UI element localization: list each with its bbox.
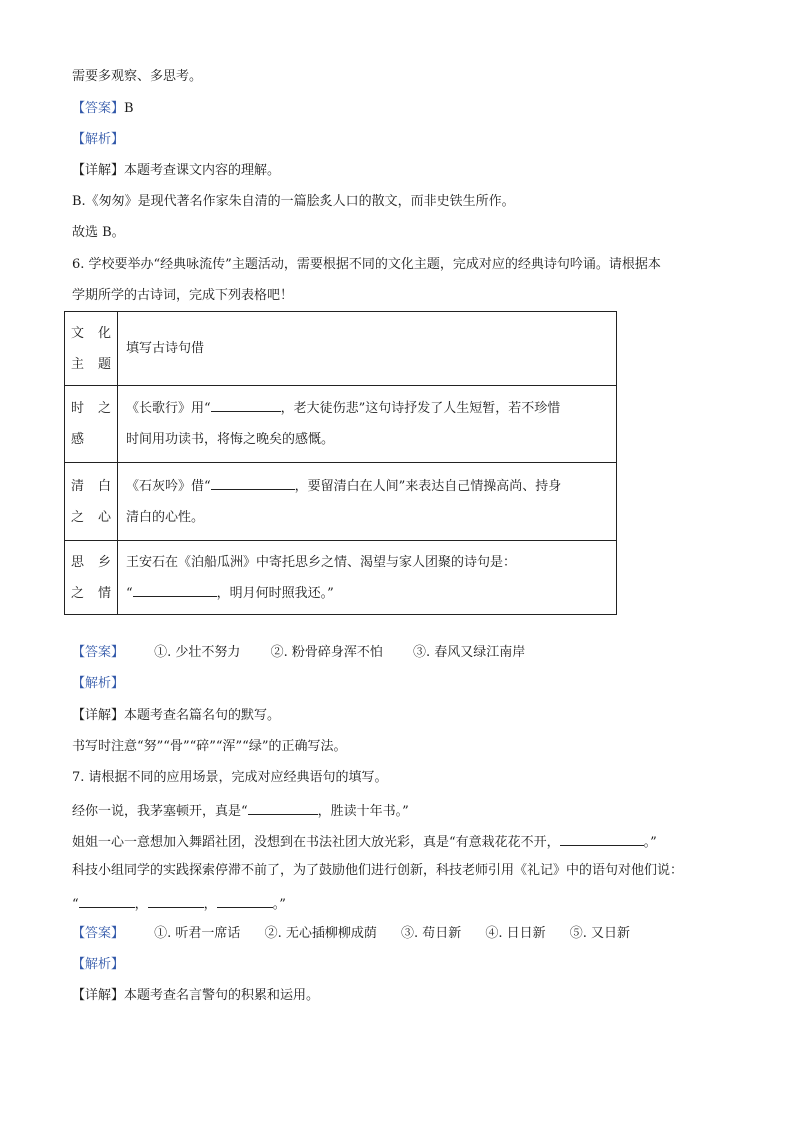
q5-detail — [72, 162, 280, 180]
content-cell: 王安石在《泊船瓜洲》中寄托思乡之情、渴望与家人团聚的诗句是： “ ，明月何时照我还。” — [118, 541, 617, 615]
fill-blank[interactable] — [217, 893, 273, 908]
table-row — [65, 463, 617, 541]
detail-tag: 【详解】 — [72, 163, 125, 178]
fill-blank[interactable] — [211, 397, 281, 412]
answer-item: ⑤. 又日新 — [569, 926, 631, 941]
answer-item: ②. 无心插柳柳成荫 — [264, 926, 377, 941]
answer-item: ②. 粉骨碎身浑不怕 — [270, 645, 383, 660]
content-cell: 填写古诗句借 — [118, 312, 617, 386]
table-header-row — [65, 312, 617, 386]
fill-blank[interactable] — [148, 893, 204, 908]
fill-blank[interactable] — [79, 893, 135, 908]
q6-stem-line2: 学期所学的古诗词，完成下列表格吧！ — [72, 288, 294, 303]
content-cell: 《长歌行》用“ ，老大徒伤悲”这句诗抒发了人生短暂，若不珍惜 时间用功读书，将悔之晚矣的感慨。 — [118, 386, 617, 463]
fill-blank[interactable] — [560, 831, 644, 846]
q7-stem: 7. 请根据不同的应用场景，完成对应经典语句的填写。 — [72, 770, 388, 785]
q5-detail-line3: 故选 B。 — [72, 225, 125, 240]
table-row — [65, 386, 617, 463]
poem-table — [64, 311, 617, 615]
q7-detail — [72, 987, 319, 1005]
answer-item: ④. 日日新 — [485, 926, 546, 941]
q5-analysis-tag: 【解析】 — [72, 132, 125, 147]
theme-cell: 文 化 主题 — [65, 312, 118, 386]
detail-tag: 【详解】 — [72, 708, 125, 723]
answer-tag: 【答案】 — [72, 645, 125, 660]
fill-blank[interactable] — [248, 800, 318, 815]
q7-sentence-2: 姐姐一心一意想加入舞蹈社团，没想到在书法社团大放光彩，真是“有意栽花花不开， 。” — [72, 831, 657, 852]
q7-sentence-3: 科技小组同学的实践探索停滞不前了，为了鼓励他们进行创新，科技老师引用《礼记》中的语句对他们说： — [72, 863, 684, 878]
detail-text: 本题考查名篇名句的默写。 — [124, 708, 281, 723]
table-row — [65, 541, 617, 615]
answer-item: ①. 少壮不努力 — [154, 645, 241, 660]
q6-answer — [72, 644, 525, 662]
q5-detail-line2: B.《匆匆》是现代著名作家朱自清的一篇脍炙人口的散文，而非史铁生所作。 — [72, 194, 515, 209]
content-cell: 《石灰吟》借“ ，要留清白在人间”来表达自己情操高尚、持身 清白的心性。 — [118, 463, 617, 541]
q7-answer — [72, 925, 630, 943]
answer-tag: 【答案】 — [72, 101, 125, 116]
fill-blank[interactable] — [133, 582, 217, 597]
detail-text: 本题考查名言警句的积累和运用。 — [124, 988, 320, 1003]
q6-analysis-tag: 【解析】 — [72, 676, 125, 691]
answer-item: ③. 春风又绿江南岸 — [412, 645, 526, 660]
detail-tag: 【详解】 — [72, 988, 125, 1003]
theme-cell: 思 乡 之情 — [65, 541, 118, 615]
answer-tag: 【答案】 — [72, 926, 125, 941]
answer-value: B — [124, 101, 134, 116]
answer-item: ①. 听君一席话 — [154, 926, 241, 941]
theme-cell: 时 之 感 — [65, 386, 118, 463]
q5-answer — [72, 100, 134, 118]
q7-sentence-4: “ ， ， 。” — [72, 893, 286, 914]
answer-item: ③. 苟日新 — [400, 926, 462, 941]
q6-detail-line2: 书写时注意“努”“骨”“碎”“浑”“绿”的正确写法。 — [72, 739, 347, 754]
q7-analysis-tag: 【解析】 — [72, 957, 125, 972]
theme-cell: 清 白 之心 — [65, 463, 118, 541]
fill-blank[interactable] — [211, 475, 295, 490]
q6-detail — [72, 707, 280, 725]
intro-text: 需要多观察、多思考。 — [72, 69, 203, 84]
q7-sentence-1: 经你一说，我茅塞顿开，真是“ ，胜读十年书。” — [72, 800, 409, 821]
detail-text: 本题考查课文内容的理解。 — [124, 163, 281, 178]
q6-stem-line1: 6. 学校要举办“经典咏流传”主题活动，需要根据不同的文化主题，完成对应的经典诗句吟诵。请根据本 — [72, 257, 661, 272]
